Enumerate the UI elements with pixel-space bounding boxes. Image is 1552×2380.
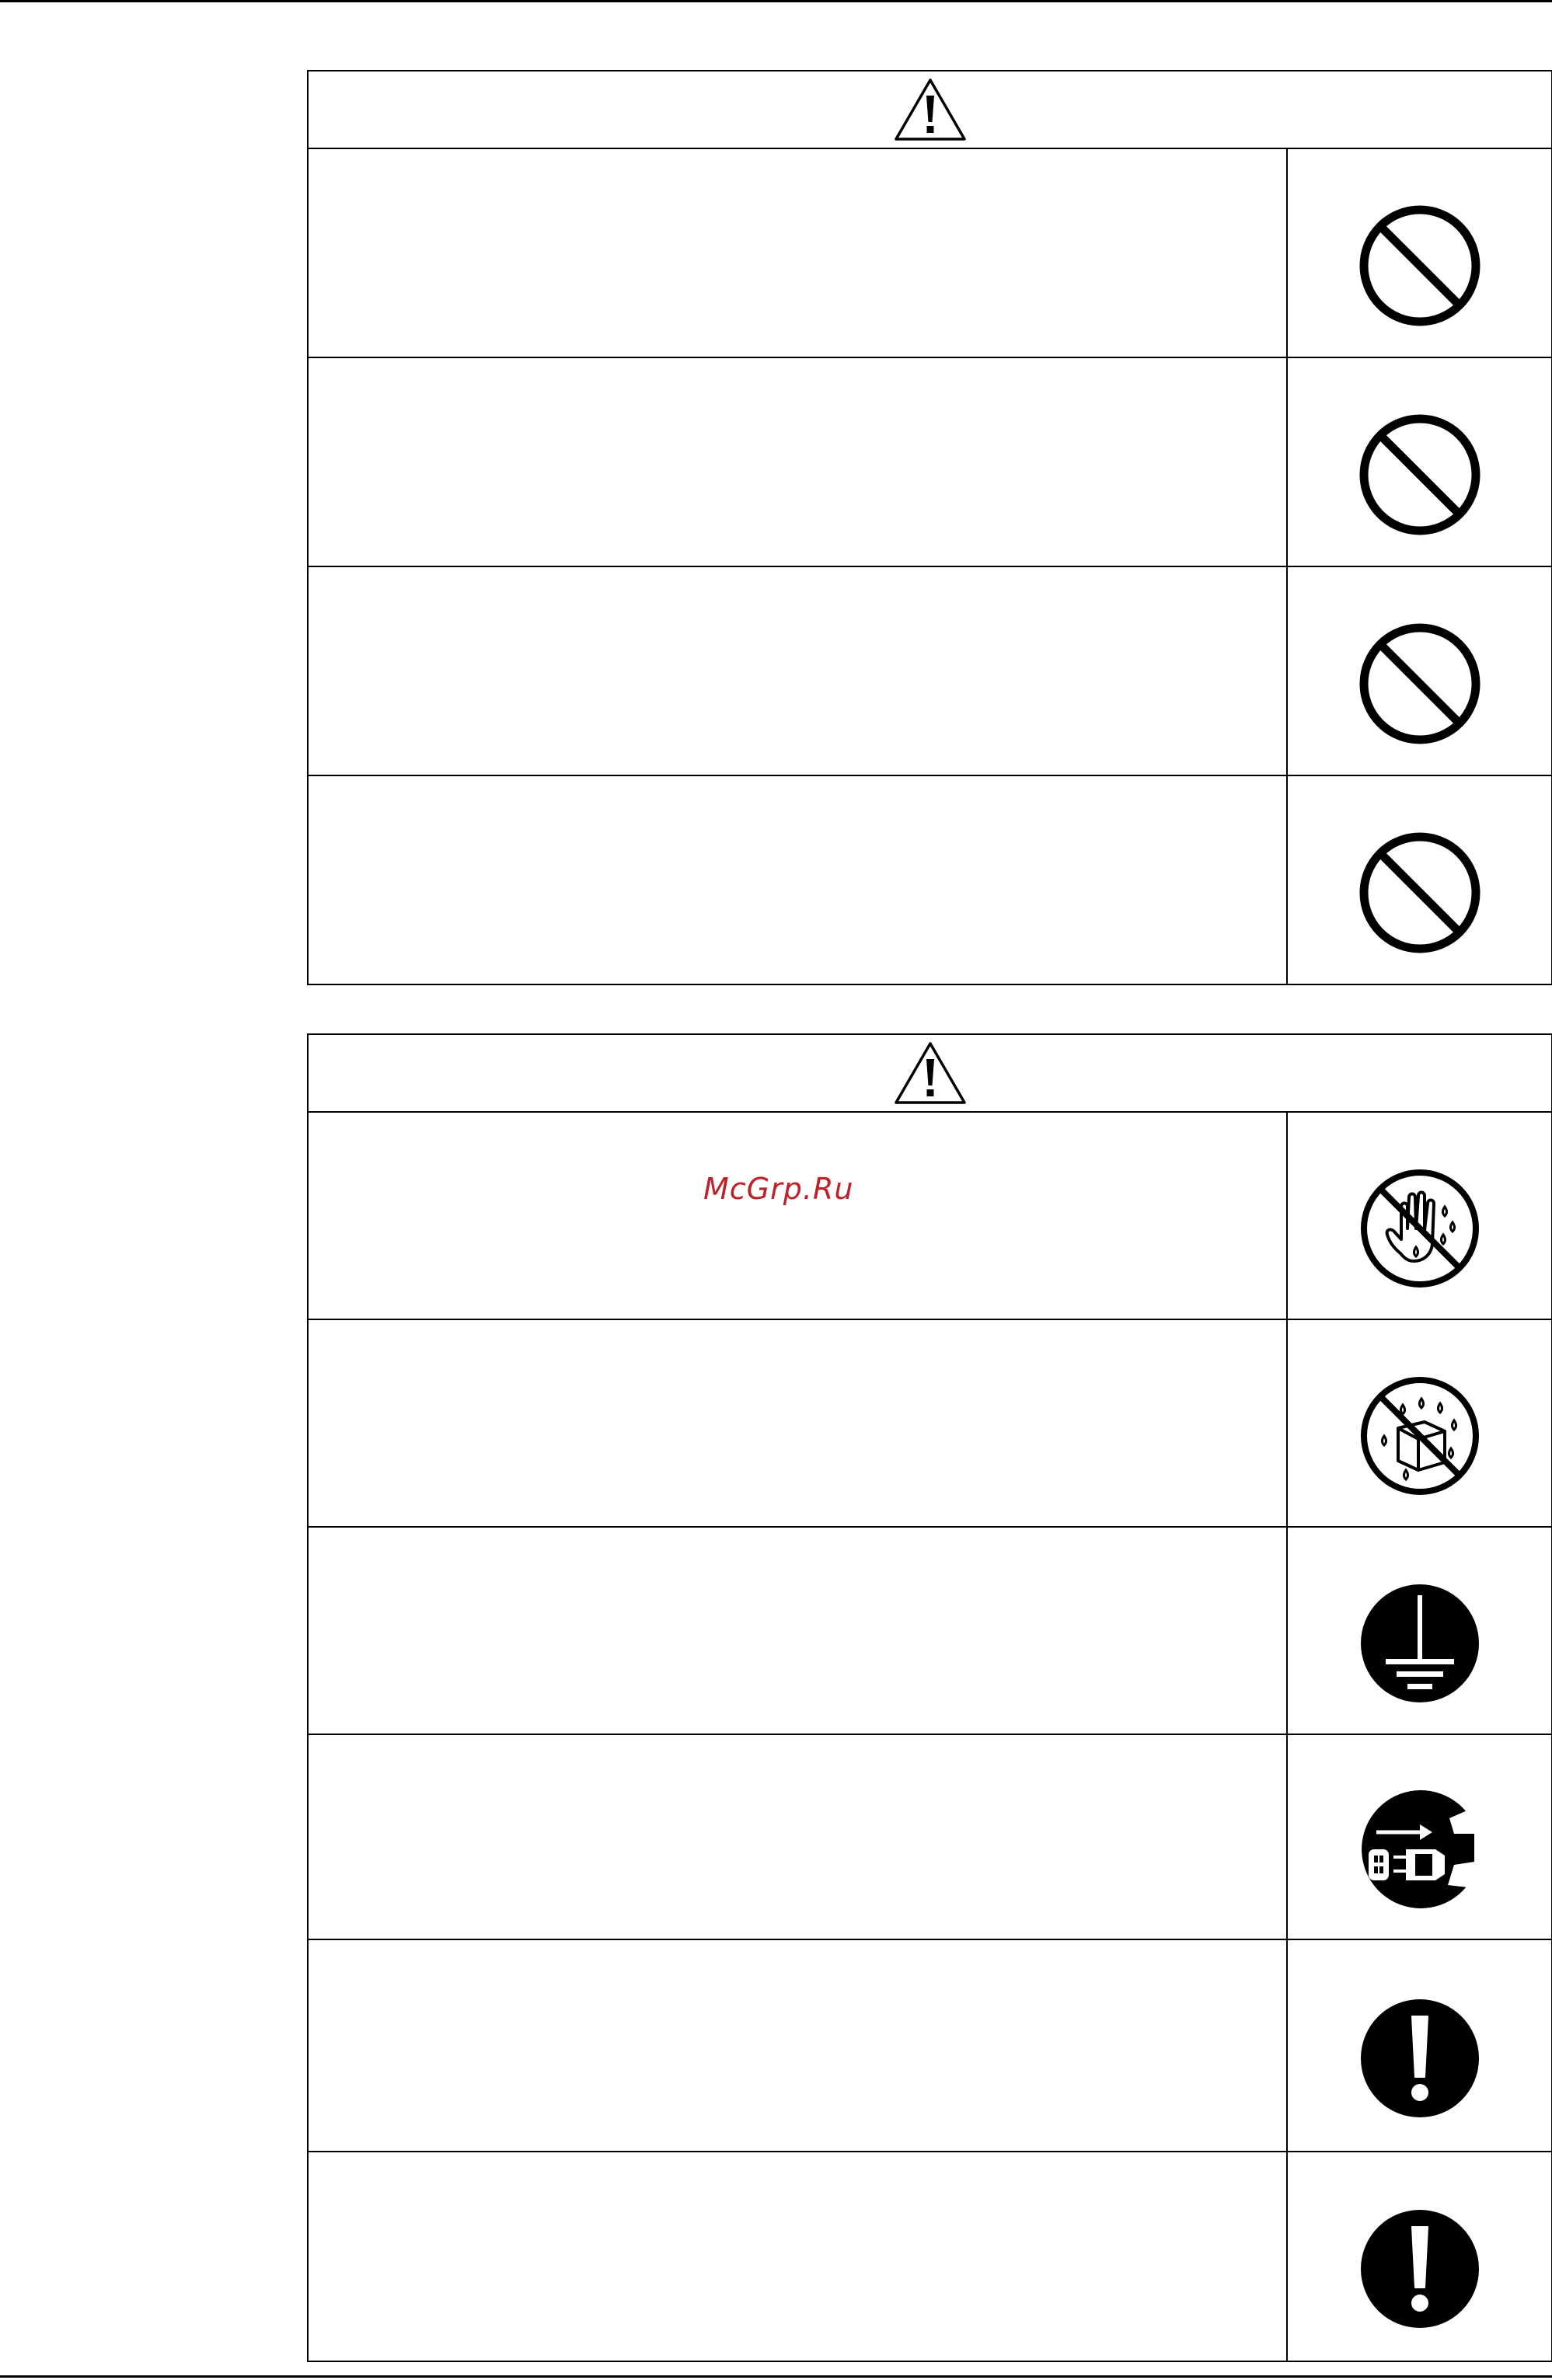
caution-row-5-text	[308, 1939, 1287, 2152]
caution-row-2-text	[308, 1319, 1287, 1527]
ground-connection-icon	[1358, 1581, 1482, 1706]
caution-triangle-icon	[893, 1040, 968, 1106]
prohibition-icon	[1358, 831, 1482, 955]
caution-row-3-icon-cell	[1287, 1527, 1552, 1734]
bottom-rule	[0, 2375, 1552, 2378]
prohibition-icon	[1358, 204, 1482, 328]
caution-row-4-icon-cell	[1287, 1734, 1552, 1939]
mandatory-action-icon	[1358, 2207, 1482, 2331]
caution-row-2-icon-cell	[1287, 1319, 1552, 1527]
top-rule	[0, 0, 1552, 2]
caution-row-6-icon-cell	[1287, 2152, 1552, 2361]
unplug-icon	[1358, 1787, 1482, 1911]
caution-row-4-text	[308, 1734, 1287, 1939]
watermark-text: McGrp.Ru	[703, 1172, 854, 1206]
warning-row-2-text	[308, 357, 1287, 566]
caution-row-6-text	[308, 2152, 1287, 2361]
caution-row-1-text	[308, 1112, 1287, 1319]
caution-row-3-text	[308, 1527, 1287, 1734]
warning-row-4-icon-cell	[1287, 775, 1552, 984]
caution-table-header	[308, 1034, 1552, 1112]
caution-row-5-icon-cell	[1287, 1939, 1552, 2152]
warning-row-1-icon-cell	[1287, 148, 1552, 357]
prohibition-icon	[1358, 413, 1482, 537]
caution-triangle-icon	[893, 77, 968, 142]
warning-row-3-text	[308, 566, 1287, 775]
prohibition-icon	[1358, 622, 1482, 746]
warning-table	[307, 70, 1552, 985]
no-water-icon	[1358, 1374, 1482, 1498]
warning-row-2-icon-cell	[1287, 357, 1552, 566]
caution-table	[307, 1033, 1552, 2362]
caution-row-1-icon-cell	[1287, 1112, 1552, 1319]
warning-table-header	[308, 71, 1552, 148]
warning-row-4-text	[308, 775, 1287, 984]
warning-row-1-text	[308, 148, 1287, 357]
no-wet-hands-icon	[1358, 1166, 1482, 1291]
mandatory-action-icon	[1358, 1996, 1482, 2120]
warning-row-3-icon-cell	[1287, 566, 1552, 775]
